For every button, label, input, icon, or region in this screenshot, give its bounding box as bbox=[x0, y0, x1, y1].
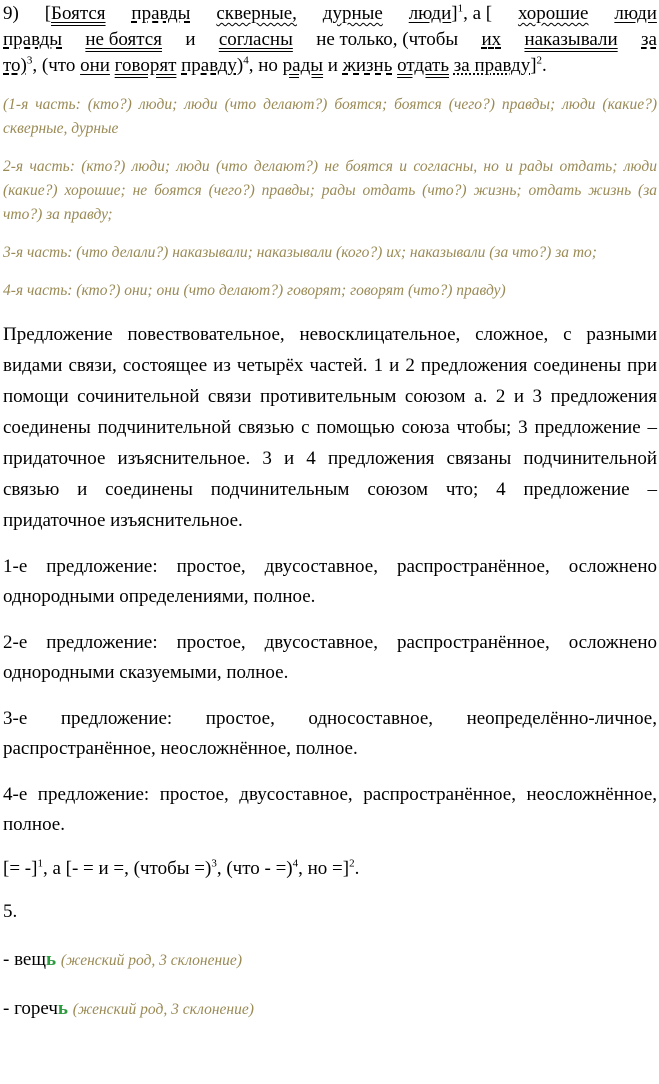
word-attribute: хорошие bbox=[517, 3, 589, 24]
sentence-number: 9) bbox=[3, 3, 19, 24]
word-object: жизнь bbox=[342, 55, 393, 76]
word-item: - горечь (женский род, 3 склонение) bbox=[3, 998, 254, 1019]
sentence-line-2: правды не боятся и согласны не только, (чтобы их наказывали за bbox=[3, 27, 657, 53]
word-predicate: Боятся bbox=[51, 3, 106, 24]
sentence-scheme: [= -]$^1$, а [- = и =, (чтобы =)$^3$, (что - =)$^4$, но =]$^2$. bbox=[3, 857, 360, 879]
word-ending: ь bbox=[46, 949, 57, 970]
word-subject: люди bbox=[408, 3, 452, 24]
word-predicate: отдать bbox=[397, 55, 449, 76]
sentence-line-1: 9) [Боятся правды скверные, дурные люди]$^1$, а [ хорошие люди bbox=[3, 1, 657, 27]
part-3-characteristic: 3-е предложение: простое, односоставное, неопределённо-личное, распространённое, неосложнённое, полное. bbox=[3, 708, 657, 759]
word-object: правды bbox=[3, 29, 63, 50]
word-object: правду bbox=[181, 55, 237, 76]
analysis-part-4: 4-я часть: (кто?) они; они (что делают?) говорят; говорят (что?) правду) bbox=[3, 282, 506, 299]
word-attribute: дурные bbox=[322, 3, 383, 24]
word-subject: они bbox=[80, 55, 110, 76]
analysis-part-1: (1-я часть: (кто?) люди; люди (что делают?) боятся; боятся (чего?) правды; люди (какие?) скверные, дурные bbox=[3, 96, 657, 137]
word-object: правды bbox=[131, 3, 191, 24]
word-predicate: не боятся bbox=[85, 29, 162, 50]
word-object: их bbox=[481, 29, 502, 50]
word-predicate: говорят bbox=[114, 55, 177, 76]
analysis-part-2: 2-я часть: (кто?) люди; люди (что делают?) не боятся и согласны, но и рады отдать; люди (какие?) хорошие; не боятся (чего?) правды; рады отдать (что?) жизнь; отдать жизнь (за что?) за правду; bbox=[3, 158, 657, 223]
word-object: то) bbox=[3, 55, 27, 76]
word-ending: ь bbox=[57, 998, 68, 1019]
word-item: - вещь (женский род, 3 склонение) bbox=[3, 949, 242, 970]
word-object: за bbox=[641, 29, 657, 50]
sentence-description: Предложение повествовательное, невосклицательное, сложное, с разными видами связи, состоящее из четырёх частей. 1 и 2 предложения соединены при помощи сочинительной связи противительным союзом а. 2 и 3 предложения соединены подчинительной связью с помощью союза чтобы; 3 предложение – придаточное изъяснительное. 3 и 4 предложения связаны подчинительной связью и соединены подчинительным союзом что; 4 предложение – придаточное изъяснительное. bbox=[3, 324, 657, 531]
word-note: (женский род, 3 склонение) bbox=[60, 952, 242, 969]
part-1-characteristic: 1-е предложение: простое, двусоставное, распространённое, осложнено однородными определениями, полное. bbox=[3, 556, 657, 607]
word-adverbial: за правду bbox=[453, 55, 531, 76]
part-4-characteristic: 4-е предложение: простое, двусоставное, распространённое, неосложнённое, полное. bbox=[3, 784, 657, 835]
word-predicate: рады bbox=[282, 55, 324, 76]
word-predicate: согласны bbox=[218, 29, 293, 50]
word-subject: люди bbox=[614, 3, 657, 24]
part-2-characteristic: 2-е предложение: простое, двусоставное, распространённое, осложнено однородными сказуемыми, полное. bbox=[3, 632, 657, 683]
sentence-line-3: то)$^3$, (что они говорят правду)$^4$, но рады и жизнь отдать за правду]$^2$. bbox=[3, 54, 547, 76]
analysis-part-3: 3-я часть: (что делали?) наказывали; наказывали (кого?) их; наказывали (за что?) за то; bbox=[3, 244, 597, 261]
page bbox=[3, 0, 657, 1023]
word-predicate: наказывали bbox=[524, 29, 618, 50]
word-attribute: скверные, bbox=[216, 3, 297, 24]
task-number: 5. bbox=[3, 901, 18, 922]
word-note: (женский род, 3 склонение) bbox=[72, 1001, 254, 1018]
